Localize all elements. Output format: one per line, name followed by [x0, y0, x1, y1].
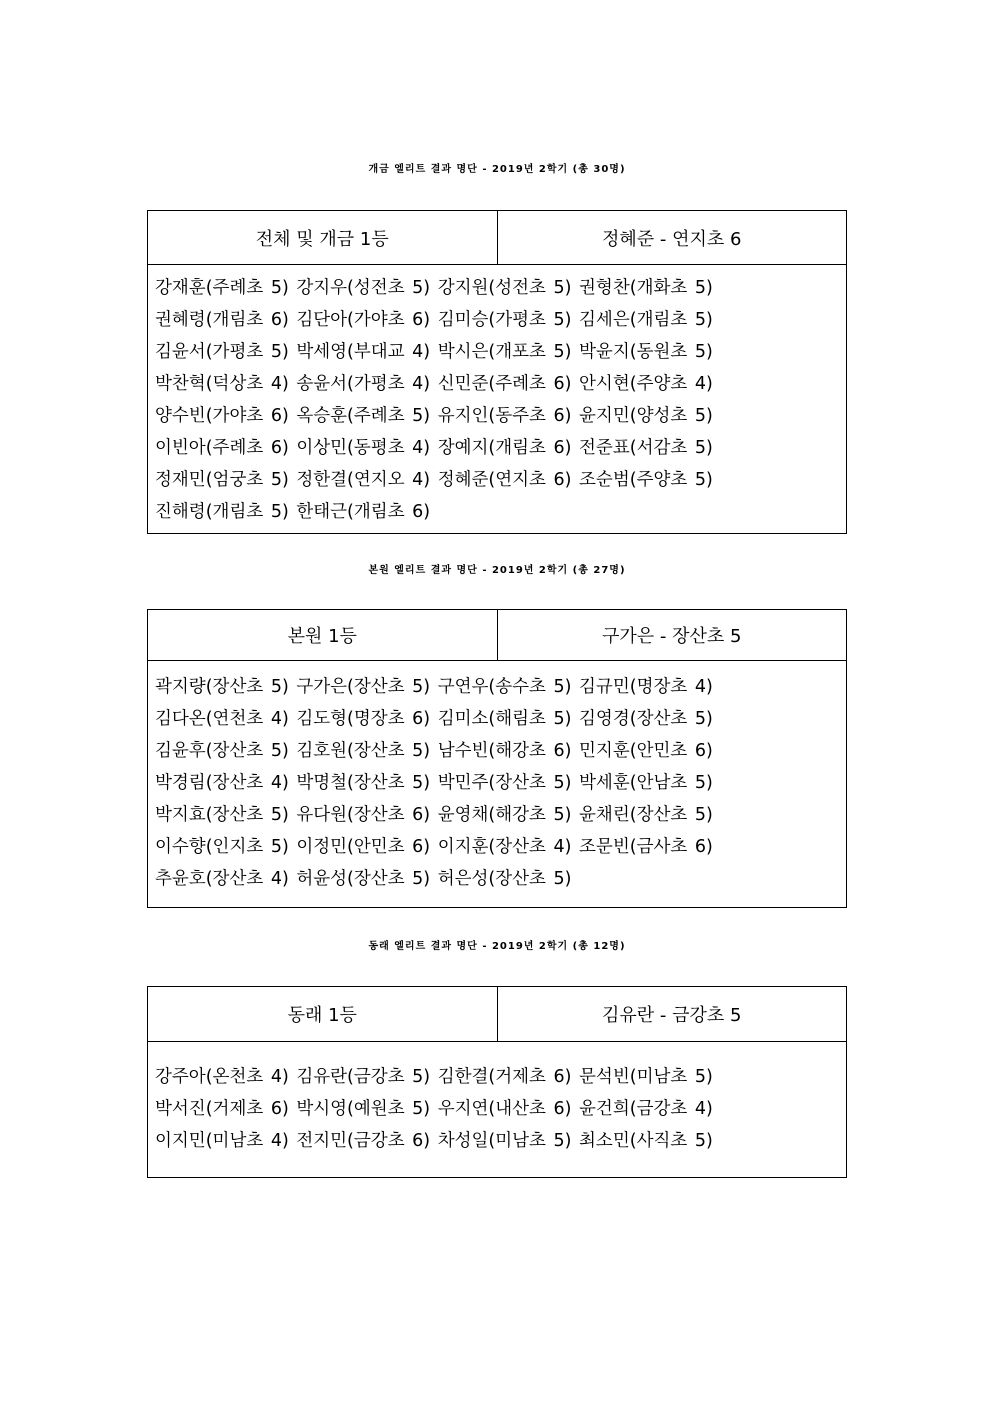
section-title: 개금 엘리트 결과 명단 - 2019년 2학기 (총 30명) [368, 164, 626, 175]
list-line: 강재훈(주례초 5) 강지우(성전초 5) 강지원(성전초 5) 권형찬(개화초 5) [155, 278, 713, 298]
student-list [148, 1042, 846, 1157]
list-line: 박찬혁(덕상초 4) 송윤서(가평초 4) 신민준(주례초 6) 안시현(주양초 4) [155, 374, 713, 394]
results-table [147, 210, 847, 534]
list-line: 추윤호(장산초 4) 허윤성(장산초 5) 허은성(장산초 5) [155, 869, 572, 889]
list-line: 김윤서(가평초 5) 박세영(부대교 4) 박시은(개포초 5) 박윤지(동원초 5) [155, 342, 713, 362]
first-place-label: 전체 및 개금 1등 [148, 211, 498, 264]
list-line: 김윤후(장산초 5) 김호원(장산초 5) 남수빈(해강초 6) 민지훈(안민초 6) [155, 741, 713, 761]
first-place-label: 본원 1등 [148, 610, 498, 660]
table-header [148, 987, 846, 1042]
table-header [148, 610, 846, 661]
list-line: 진해령(개림초 5) 한태근(개림초 6) [155, 502, 431, 522]
list-line: 이빈아(주례초 6) 이상민(동평초 4) 장예지(개림초 6) 전준표(서감초 5) [155, 438, 713, 458]
first-place-label: 동래 1등 [148, 987, 498, 1041]
results-table [147, 609, 847, 908]
section-title: 본원 엘리트 결과 명단 - 2019년 2학기 (총 27명) [368, 565, 626, 576]
table-header [148, 211, 846, 265]
section-title: 동래 엘리트 결과 명단 - 2019년 2학기 (총 12명) [368, 941, 626, 952]
list-line: 이수향(인지초 5) 이정민(안민초 6) 이지훈(장산초 4) 조문빈(금사초 6) [155, 837, 713, 857]
list-line: 강주아(온천초 4) 김유란(금강초 5) 김한결(거제초 6) 문석빈(미남초 5) [155, 1067, 713, 1087]
list-line: 박서진(거제초 6) 박시영(예원초 5) 우지연(내산초 6) 윤건희(금강초 4) [155, 1099, 713, 1119]
list-line: 권혜령(개림초 6) 김단아(가야초 6) 김미승(가평초 5) 김세은(개림초 5) [155, 310, 713, 330]
list-line: 곽지량(장산초 5) 구가은(장산초 5) 구연우(송수초 5) 김규민(명장초 4) [155, 677, 713, 697]
list-line: 김다온(연천초 4) 김도형(명장초 6) 김미소(해림초 5) 김영경(장산초 5) [155, 709, 713, 729]
first-place-winner: 정혜준 - 연지초 6 [602, 228, 742, 250]
first-place-winner: 구가은 - 장산초 5 [602, 626, 742, 647]
list-line: 양수빈(가야초 6) 옥승훈(주례초 5) 유지인(동주초 6) 윤지민(양성초 5) [155, 406, 713, 426]
student-list [148, 661, 846, 895]
list-line: 정재민(엄궁초 5) 정한결(연지오 4) 정혜준(연지초 6) 조순범(주양초 5) [155, 470, 713, 490]
list-line: 박경림(장산초 4) 박명철(장산초 5) 박민주(장산초 5) 박세훈(안남초 5) [155, 773, 713, 793]
results-table [147, 986, 847, 1178]
student-list [148, 265, 846, 528]
list-line: 이지민(미남초 4) 전지민(금강초 6) 차성일(미남초 5) 최소민(사직초 5) [155, 1131, 713, 1151]
first-place-winner: 김유란 - 금강초 5 [602, 1005, 742, 1026]
list-line: 박지효(장산초 5) 유다원(장산초 6) 윤영채(해강초 5) 윤채린(장산초 5) [155, 805, 713, 825]
